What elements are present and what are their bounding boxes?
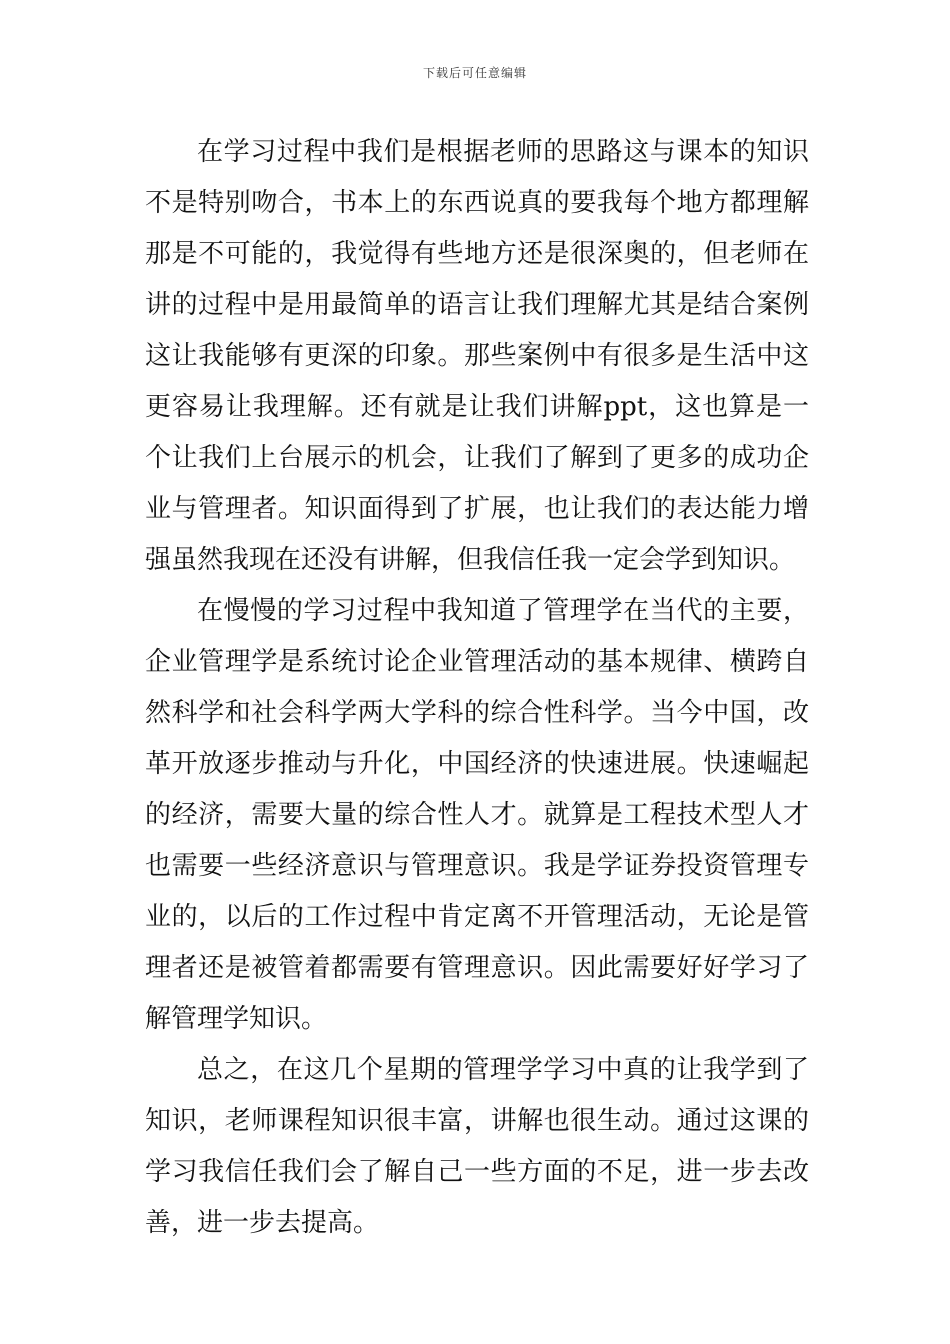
page-header: 下载后可任意编辑 — [422, 66, 527, 80]
document-body — [145, 127, 809, 1249]
paragraph-2: 在慢慢的学习过程中我知道了管理学在当代的主要，企业管理学是系统讨论企业管理活动的基本规律、横跨自然科学和社会科学两大学科的综合性科学。当今中国，改革开放逐步推动与升化，中国经济的快速进展。快速崛起的经济，需要大量的综合性人才。就算是工程技术型人才也需要一些经济意识与管理意识。我是学证券投资管理专业的，以后的工作过程中肯定离不开管理活动，无论是管理者还是被管着都需要有管理意识。因此需要好好学习了解管理学知识。 — [145, 596, 809, 1034]
paragraph-3: 总之，在这几个星期的管理学学习中真的让我学到了知识，老师课程知识很丰富，讲解也很生动。通过这课的学习我信任我们会了解自己一些方面的不足，进一步去改善，进一步去提高。 — [145, 1055, 809, 1238]
paragraph-1: 在学习过程中我们是根据老师的思路这与课本的知识不是特别吻合，书本上的东西说真的要我每个地方都理解那是不可能的，我觉得有些地方还是很深奥的，但老师在讲的过程中是用最简单的语言让我们理解尤其是结合案例这让我能够有更深的印象。那些案例中有很多是生活中这更容易让我理解。还有就是让我们讲解ppt，这也算是一个让我们上台展示的机会，让我们了解到了更多的成功企业与管理者。知识面得到了扩展，也让我们的表达能力增强虽然我现在还没有讲解，但我信任我一定会学到知识。 — [145, 137, 809, 575]
